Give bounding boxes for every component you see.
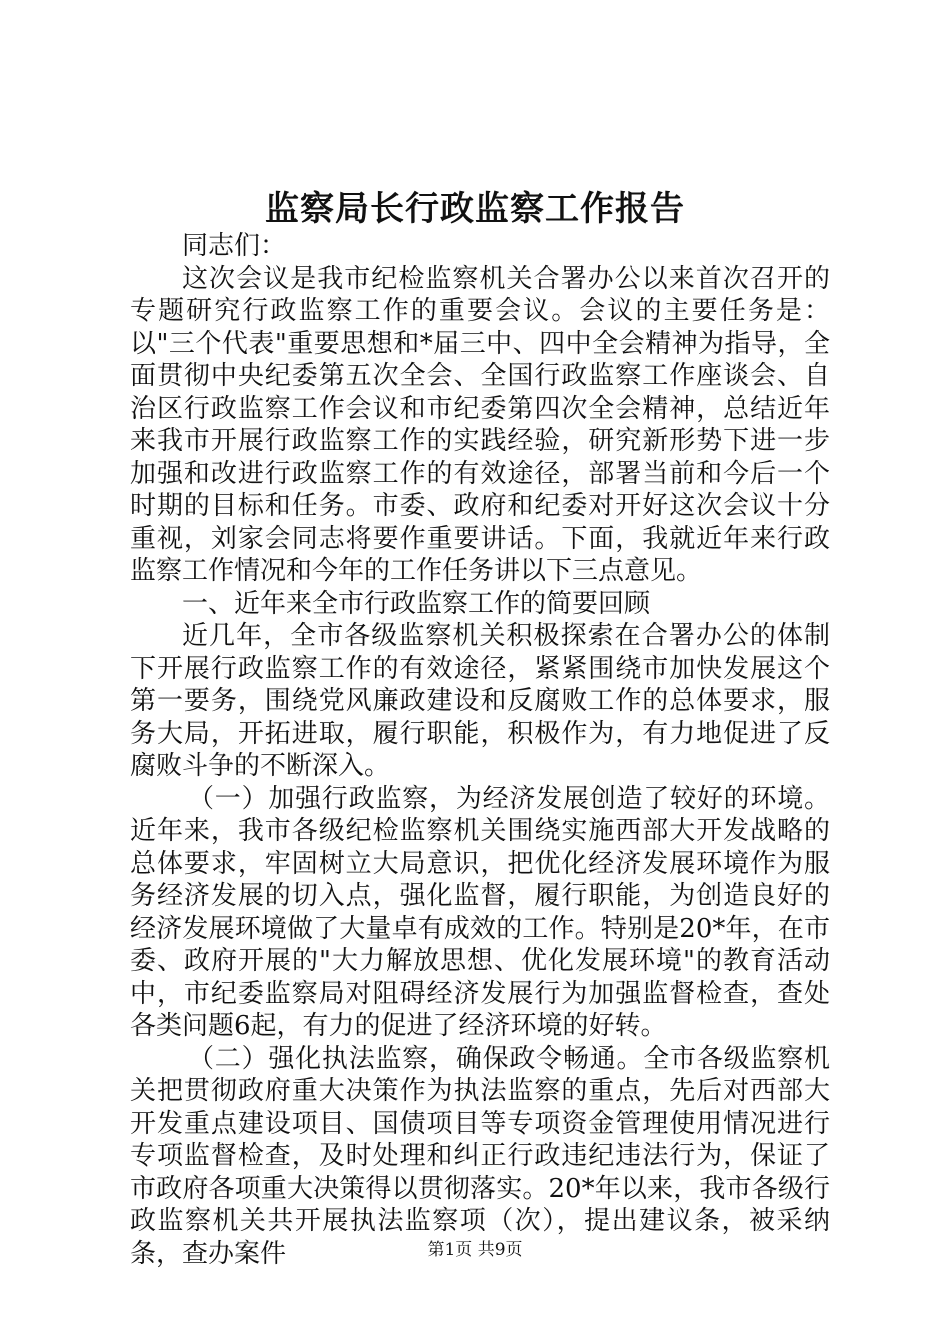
overview-paragraph: 近几年，全市各级监察机关积极探索在合署办公的体制下开展行政监察工作的有效途径，紧紧围绕市加快发展这个第一要务，围绕党风廉政建设和反腐败工作的总体要求，服务大局，开拓进取，履行职能，积极作为，有力地促进了反腐败斗争的不断深入。 <box>130 621 830 781</box>
subsection-2-paragraph: （二）强化执法监察，确保政令畅通。全市各级监察机关把贯彻政府重大决策作为执法监察的重点，先后对西部大开发重点建设项目、国债项目等专项资金管理使用情况进行专项监督检查，及时处理和纠正行政违纪违法行为，保证了市政府各项重大决策得以贯彻落实。20*年以来，我市各级行政监察机关共开展执法监察项（次），提出建议条，被采纳条，查办案件 <box>130 1043 830 1269</box>
document-body <box>130 230 830 1270</box>
intro-paragraph: 这次会议是我市纪检监察机关合署办公以来首次召开的专题研究行政监察工作的重要会议。会议的主要任务是：以"三个代表"重要思想和*届三中、四中全会精神为指导，全面贯彻中央纪委第五次全会、全国行政监察工作座谈会、自治区行政监察工作会议和市纪委第四次全会精神，总结近年来我市开展行政监察工作的实践经验，研究新形势下进一步加强和改进行政监察工作的有效途径，部署当前和今后一个时期的目标和任务。市委、政府和纪委对开好这次会议十分重视，刘家会同志将要作重要讲话。下面，我就近年来行政监察工作情况和今年的工作任务讲以下三点意见。 <box>130 263 830 586</box>
salutation: 同志们： <box>182 231 287 261</box>
section-heading-1: 一、近年来全市行政监察工作的简要回顾 <box>182 588 651 619</box>
page-footer: 第1页 共9页 <box>427 1240 523 1260</box>
document-title: 监察局长行政监察工作报告 <box>265 189 685 229</box>
subsection-1-paragraph: （一）加强行政监察，为经济发展创造了较好的环境。近年来，我市各级纪检监察机关围绕实施西部大开发战略的总体要求，牢固树立大局意识，把优化经济发展环境作为服务经济发展的切入点，强化监督，履行职能，为创造良好的经济发展环境做了大量卓有成效的工作。特别是20*年，在市委、政府开展的"大力解放思想、优化发展环境"的教育活动中，市纪委监察局对阻碍经济发展行为加强监督检查，查处各类问题6起，有力的促进了经济环境的好转。 <box>130 783 830 1041</box>
